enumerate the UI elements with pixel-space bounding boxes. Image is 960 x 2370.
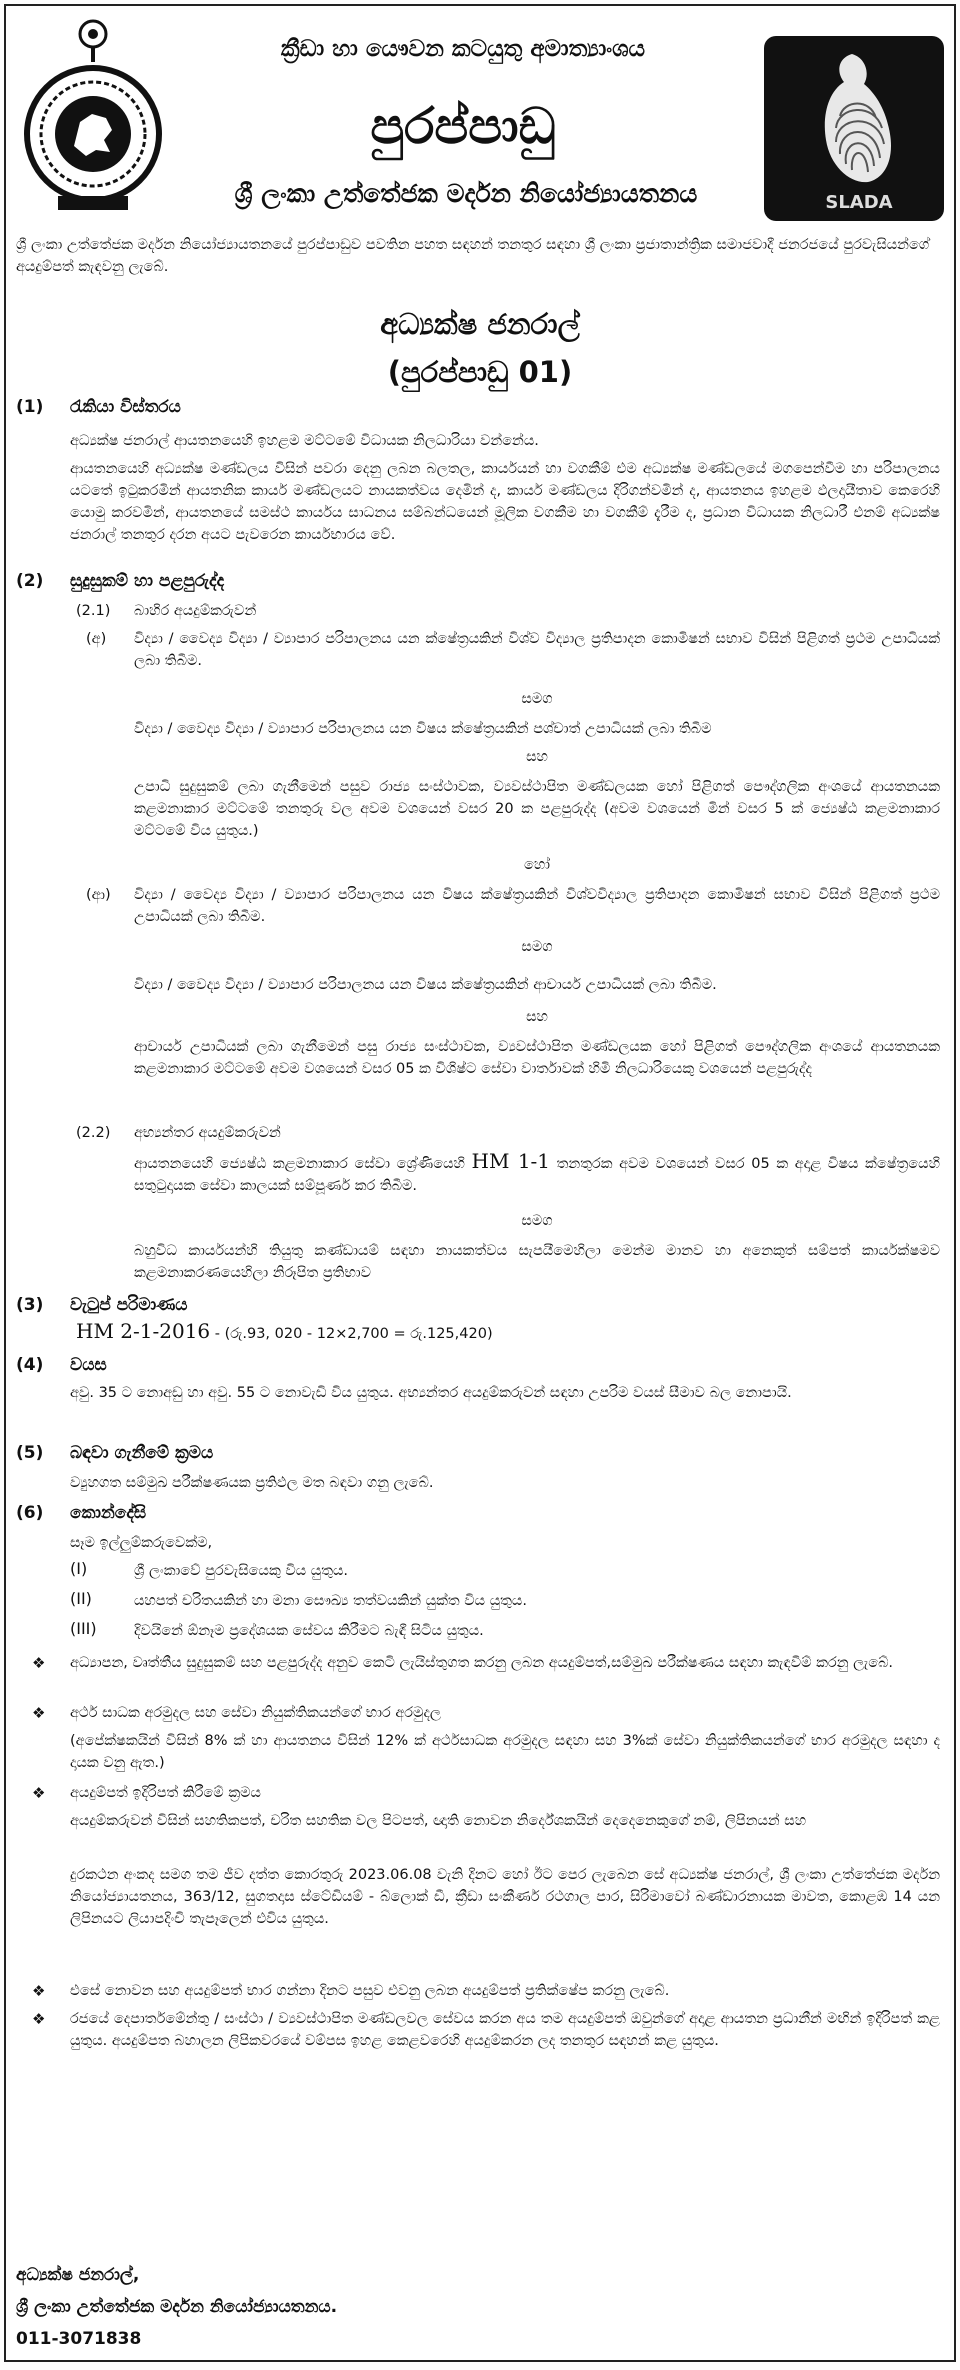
section-title: කොන්දේසි	[70, 1503, 147, 1523]
application-address-text: දුරකථන අංකද සමග තම ජීව දත්ත කොරතුරු 2023.06.08 වැනි දිනට හෝ ඊට පෙර ලැබෙන සේ අධ්‍යක්ෂ ජනරාල්, ශ්‍රී ලංකා උත්තේජක මර්දන නියෝජ්‍යායතනය, 363/12, සුගතදාස ස්ටේඩියම් - බ්ලොක් ඩී, ක්‍රීඩා සංකීර්ණ රථගාල පාර, සිරිමාවෝ බණ්ඩාරනායක මාවත, කොළඹ 14 යන ලිපිනයට ලියාපදිංචි තැපෑලෙන් එවිය යුතුය.	[70, 1867, 940, 1927]
grade-code: HM 1-1	[471, 1149, 551, 1173]
fingerprint-icon	[764, 36, 944, 221]
section-number: (5)	[16, 1443, 44, 1463]
application-method-title: අයදුම්පත් ඉදිරිපත් කිරීමේ ක්‍රමය	[70, 1785, 261, 1801]
subsection-title: බාහිර අයදුම්කරුවන්	[134, 603, 257, 619]
qualification-text: විද්‍යා / වෛද්‍ය විද්‍යා / ව්‍යාපාර පරිපාලනය යන විෂය ක්ෂේත්‍රයකින් පශ්චාත් උපාධියක් ලබා තිබීම	[134, 721, 712, 737]
signature-block	[16, 2259, 337, 2355]
salary-code: HM 2-1-2016	[76, 1319, 211, 1343]
qualification-text: බහුවිධ කාර්යයන්හි තියුතු කණ්ඩායම් සඳහා නායකත්වය සැපයීමෙහිලා මෙන්ම මානව හා අනෙකුත් සම්පත් කාර්යක්ෂමව කළමනාකරණයෙහිලා නිරූපිත ප්‍රතිභාව	[134, 1243, 940, 1281]
recruitment-method-text: ව්‍යුහගත සම්මුඛ පරීක්ෂණයක ප්‍රතිඵල මත බඳවා ගනු ලැබේ.	[70, 1475, 434, 1491]
section-title: සුදුසුකම් හා පළපුරුද්ද	[70, 571, 225, 591]
text-part: තනතුරක අවම වශයෙන් වසර 05 ක අදාළ විෂය ක්ෂේත්‍රයෙහි සතුටුදායක සේවා කාලයක් සම්පූර්ණ කර තිබීම.	[134, 1156, 940, 1194]
conditions-lead: සෑම ඉල්ලුම්කරුවෙක්ම,	[70, 1535, 213, 1551]
intro-paragraph: ශ්‍රී ලංකා උත්තේජක මර්දන නියෝජ්‍යායතනයේ පුරප්පාඩුව පවතින පහත සඳහන් තනතුර සඳහා ශ්‍රී ලංකා ප්‍රජාතාන්ත්‍රික සමාජවාදී ජනරජයේ පුරවැසියන්ගේ අයදුම්පත් කැඳවනු ලැබේ.	[16, 237, 930, 275]
roman-numeral: (III)	[70, 1619, 97, 1638]
section-title: වයස	[70, 1355, 107, 1375]
condition-text: දිවයිනේ ඕනෑම ප්‍රදේශයක සේවය කිරීමට බැඳී සිටිය යුතුය.	[134, 1623, 484, 1639]
header	[6, 6, 954, 244]
provident-fund-details: (අපේක්ෂකයින් විසින් 8% ක් හා ආයතනය විසින් 12% ක් අර්ථසාධක අරමුදල සඳහා සහ 3%ක් සේවා නියුක්තිකයන්ගේ භාර අරමුදල සඳහා ද දායක වනු ඇත.)	[70, 1733, 940, 1771]
section-title: රැකියා විස්තරය	[70, 397, 181, 417]
signatory-title: අධ්‍යක්ෂ ජනරාල්,	[16, 2265, 140, 2285]
svg-text:SLADA: SLADA	[825, 192, 893, 213]
signatory-agency: ශ්‍රී ලංකා උත්තේජක මර්දන නියෝජ්‍යායතනය.	[16, 2297, 338, 2317]
connector-word: සමග	[521, 1213, 553, 1229]
option-letter: (අ)	[86, 631, 107, 647]
qualification-text: විද්‍යා / වෛද්‍ය විද්‍යා / ව්‍යාපාර පරිපාලනය යන විෂය ක්ෂේත්‍රයකින් විශ්වවිද්‍යාල ප්‍රතිපාදන කොමිෂන් සභාව විසින් පිළිගත් ප්‍රථම උපාධියක් ලබා තිබීම.	[134, 887, 940, 925]
slada-logo	[764, 36, 944, 221]
bullet-diamond-icon: ❖	[32, 1784, 46, 1802]
section-title: වැටුප් පරිමාණය	[70, 1295, 188, 1315]
subsection-number: (2.2)	[76, 1125, 111, 1141]
post-title: අධ්‍යක්ෂ ජනරාල්	[380, 307, 580, 341]
qualification-text: විද්‍යා / වෛද්‍ය විද්‍යා / ව්‍යාපාර පරිපාලනය යන විෂය ක්ෂේත්‍රයකින් ආචාර්ය උපාධියක් ලබා තිබීම.	[134, 977, 717, 993]
bullet-diamond-icon: ❖	[32, 1982, 46, 2000]
roman-numeral: (I)	[70, 1559, 88, 1578]
bullet-diamond-icon: ❖	[32, 1654, 46, 1672]
vacancy-notice	[4, 4, 956, 2362]
job-description-line: අධ්‍යක්ෂ ජනරාල් ආයතනයෙහි ඉහළම මට්ටමේ විධායක නිලධාරියා වන්නේය.	[70, 433, 539, 449]
section-number: (2)	[16, 571, 44, 591]
rejection-note: එසේ නොවන සහ අයදුම්පත් භාර ගන්නා දිනට පසුව එවනු ලබන අයදුම්පත් ප්‍රතික්ෂේප කරනු ලැබේ.	[70, 1983, 670, 1999]
section-number: (6)	[16, 1503, 44, 1523]
condition-text: ශ්‍රී ලංකාවේ පුරවැසියෙකු විය යුතුය.	[134, 1563, 349, 1579]
government-employees-note: රජයේ දෙපාර්තමේන්තු / සංස්ථා / ව්‍යවස්ථාපිත මණ්ඩලවල සේවය කරන අය තම අයදුම්පත් ඔවුන්ගේ අදාළ ආයතන ප්‍රධානීන් මඟින් ඉදිරිපත් කළ යුතුය. අයදුම්පත බහාලන ලිපිකවරයේ වම්පස ඉහළ කෙළවරෙහි අයදුම්කරන ලද තනතුර සඳහන් කළ යුතුය.	[70, 2011, 940, 2049]
connector-word: සමග	[521, 939, 553, 955]
application-method-text: අයදුම්කරුවන් විසින් සහතිකපත්, චරිත සහතික වල පිටපත්, ඥාති නොවන නිර්දේශකයින් දෙදෙනෙකුගේ නම්, ලිපිනයන් සහ	[70, 1813, 807, 1829]
contact-phone: 011-3071838	[16, 2329, 142, 2349]
connector-word: හෝ	[523, 857, 551, 873]
agency-name: ශ්‍රී ලංකා උත්තේජක මර්දන නියෝජ්‍යායතනය	[234, 179, 698, 208]
vacancies-title: පුරප්පාඩු	[370, 97, 556, 155]
age-requirement: අවු. 35 ට නොඅඩු හා අවු. 55 ට නොවැඩි විය යුතුය. අභ්‍යන්තර අයදුම්කරුවන් සඳහා උපරිම වයස් සීමාව බල නොපායි.	[70, 1385, 792, 1401]
bullet-diamond-icon: ❖	[32, 1704, 46, 1722]
condition-text: යහපත් චරිතයකින් හා මනා සෞඛ්‍ය තත්වයකින් යුක්ත විය යුතුය.	[134, 1593, 527, 1609]
bullet-diamond-icon: ❖	[32, 2010, 46, 2028]
job-description-paragraph: ආයතනයෙහි අධ්‍යක්ෂ මණ්ඩලය විසින් පවරා දෙනු ලබන බලතල, කාර්යයන් හා වගකීම් එම අධ්‍යක්ෂ මණ්ඩලයේ මගපෙන්වීම හා පරිපාලනය යටතේ ඉටුකරමින් ආයතනික කාර්ය මණ්ඩලයට නායකත්වය දෙමින් ද, කාර්ය මණ්ඩලය දිරිගන්වමින් ද, ආයතනය ඉහළම ඵලදායීතාව කෙරෙහි යොමු කරවමින්, ආයතනයේ සමස්ථ කාර්යය සාධනය සම්බන්ධයෙන් මූලික වගකීම හා වගකීම් දැරීම ද, ප්‍රධාන විධායක නිලධාරී එනම් අධ්‍යක්ෂ ජනරාල් තනතුර දරන අයට පැවරෙන කාර්යභාරය වේ.	[70, 461, 940, 543]
section-number: (1)	[16, 397, 44, 417]
salary-scale	[76, 1320, 940, 1345]
roman-numeral: (II)	[70, 1589, 92, 1608]
qualification-text: විද්‍යා / වෛද්‍ය විද්‍යා / ව්‍යාපාර පරිපාලනය යන ක්ෂේත්‍රයකින් විශ්ව විද්‍යාල ප්‍රතිපාදන කොමිෂන් සභාව විසින් පිළිගත් ප්‍රථම උපාධියක් ලබා තිබීම.	[134, 631, 940, 669]
section-number: (3)	[16, 1295, 44, 1315]
subsection-title: අභ්‍යන්තර අයදුම්කරුවන්	[134, 1125, 281, 1141]
connector-word: සමග	[521, 691, 553, 707]
post-count: (පුරප්පාඩු 01)	[387, 355, 573, 389]
sri-lanka-emblem-icon	[22, 14, 164, 224]
shortlisting-note: අධ්‍යාපන, වෘත්තීය සුදුසුකම් සහ පළපුරුද්ද අනුව කෙටි ලැයිස්තුගත කරනු ලබන අයදුම්පත්,සම්මුඛ පරීක්ෂණය සඳහා කැඳවීම් කරනු ලැබේ.	[70, 1655, 894, 1671]
subsection-number: (2.1)	[76, 603, 111, 619]
connector-word: සහ	[526, 749, 548, 765]
section-title: බඳවා ගැනීමේ ක්‍රමය	[70, 1443, 214, 1463]
qualification-text: උපාධි සුදුසුකම් ලබා ගැනීමෙන් පසුව රාජ්‍ය සංස්ථාවක, ව්‍යවස්ථාපිත මණ්ඩලයක හෝ පිළිගත් පෞද්ගලික අංශයේ ආයතනයක කළමනාකාර මට්ටමේ තනතුරු වල අවම වශයෙන් වසර 20 ක පළපුරුද්ද (අවම වශයෙන් මින් වසර 5 ක් ජ්‍යෙෂ්ඨ කළමනාකාර මට්ටමේ විය යුතුය.)	[134, 779, 940, 839]
section-number: (4)	[16, 1355, 44, 1375]
ministry-name: ක්‍රීඩා හා යෞවන කටයුතු අමාත්‍යාංශය	[280, 36, 646, 62]
option-letter: (ආ)	[86, 887, 111, 903]
provident-fund-title: අර්ථ සාධක අරමුදල සහ සේවා නියුක්තිකයන්ගේ භාර අරමුදල	[70, 1705, 441, 1721]
qualification-text: ආචාර්ය උපාධියක් ලබා ගැනීමෙන් පසු රාජ්‍ය සංස්ථාවක, ව්‍යවස්ථාපිත මණ්ඩලයක හෝ පිළිගත් පෞද්ගලික අංශයේ ආයතනයක කළමනාකාර මට්ටමේ අවම වශයෙන් වසර 05 ක විශිෂ්ට සේවා වාර්තාවක් හිමි නිලධාරියෙකු වශයෙන් පළපුරුද්ද	[134, 1039, 940, 1077]
text-part: ආයතනයෙහි ජ්‍යෙෂ්ඨ කළමනාකාර සේවා ශ්‍රේණියෙහි	[134, 1156, 465, 1172]
salary-range: - (රු.93, 020 - 12×2,700 = රු.125,420)	[210, 1326, 493, 1342]
internal-qualification-text	[134, 1150, 940, 1197]
connector-word: සහ	[526, 1009, 548, 1025]
